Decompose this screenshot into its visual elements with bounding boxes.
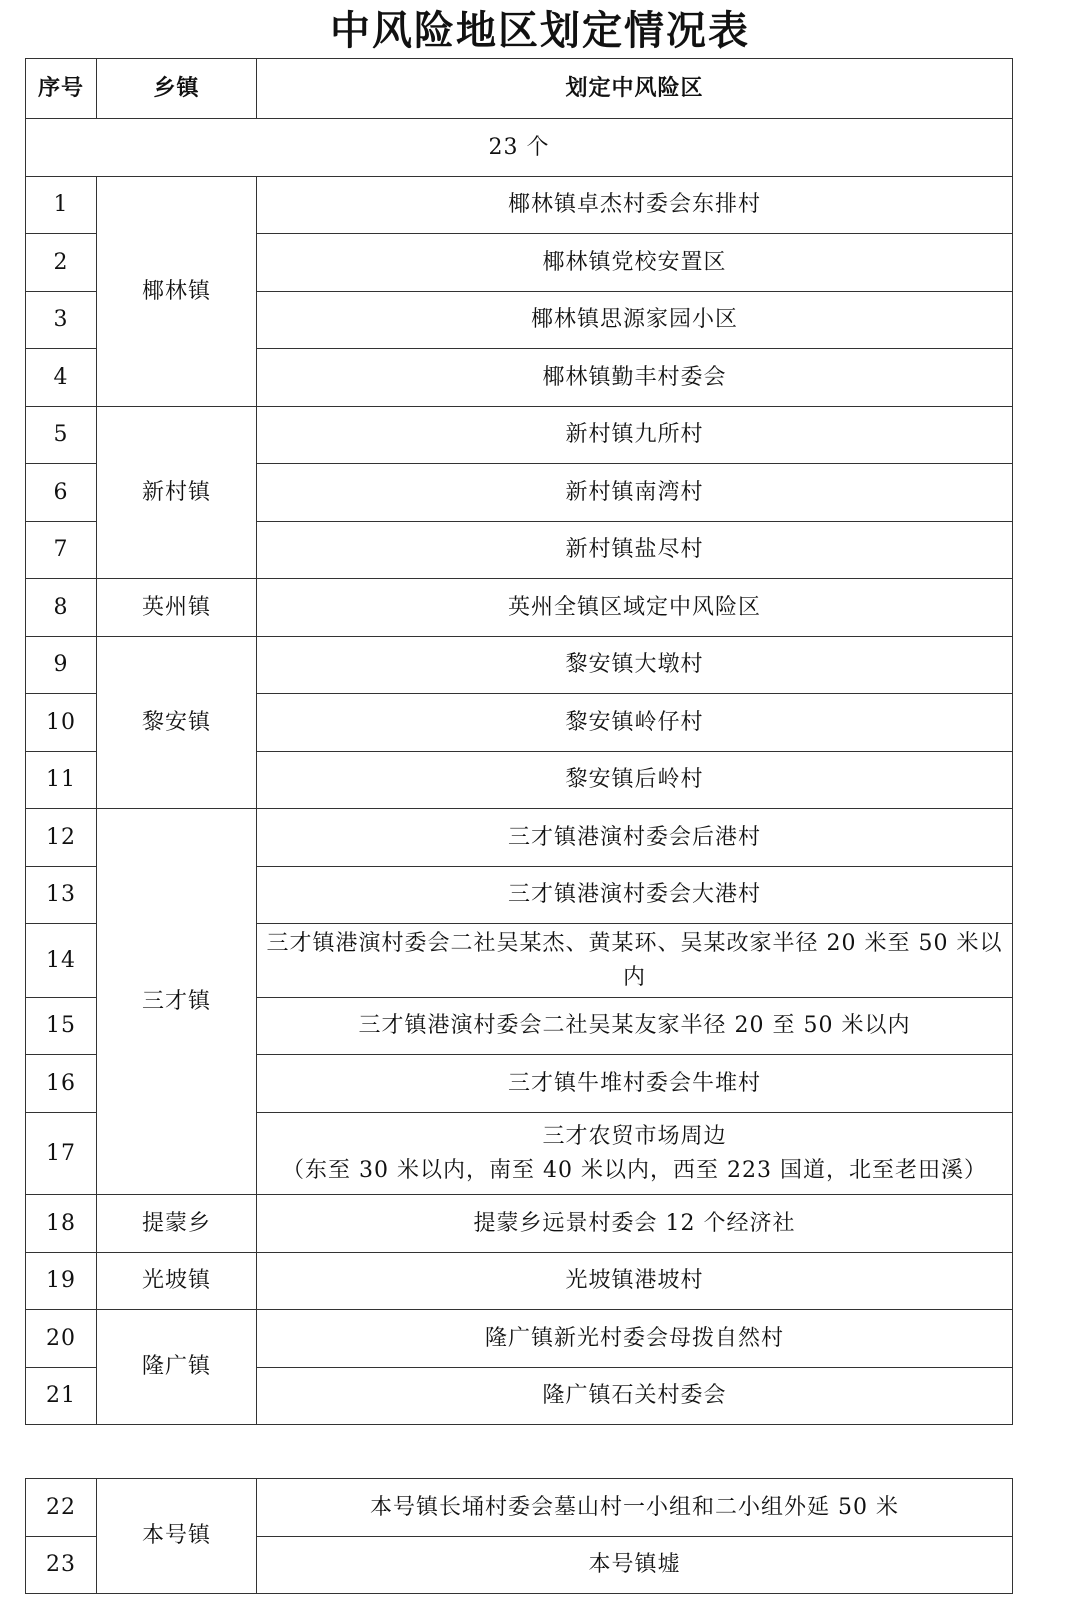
- table-row: [26, 1253, 1013, 1310]
- row-area: 椰林镇党校安置区: [257, 234, 1013, 292]
- row-seq: 14: [26, 924, 97, 998]
- town-cell: 黎安镇: [97, 637, 257, 809]
- row-area: 三才镇港演村委会后港村: [257, 809, 1013, 867]
- row-seq: 12: [26, 809, 97, 867]
- header-seq: 序号: [26, 59, 97, 119]
- row-area: 光坡镇港坡村: [257, 1253, 1013, 1310]
- row-seq: 18: [26, 1195, 97, 1253]
- row-area-line2: （东至 30 米以内，南至 40 米以内，西至 223 国道，北至老田溪）: [282, 1157, 987, 1183]
- row-seq: 8: [26, 579, 97, 637]
- town-cell: 三才镇: [97, 809, 257, 1195]
- row-seq: 21: [26, 1368, 97, 1425]
- row-area: 黎安镇岭仔村: [257, 694, 1013, 752]
- row-area: 三才镇港演村委会二社吴某友家半径 20 至 50 米以内: [257, 998, 1013, 1055]
- town-cell: 椰林镇: [97, 177, 257, 407]
- row-area: 三才镇港演村委会二社吴某杰、黄某环、吴某改家半径 20 米至 50 米以内: [257, 924, 1013, 998]
- row-area: 隆广镇石关村委会: [257, 1368, 1013, 1425]
- town-cell: 英州镇: [97, 579, 257, 637]
- row-area: 提蒙乡远景村委会 12 个经济社: [257, 1195, 1013, 1253]
- row-area: 三才镇港演村委会大港村: [257, 867, 1013, 924]
- row-seq: 13: [26, 867, 97, 924]
- table-row: [26, 407, 1013, 464]
- row-area: 椰林镇勤丰村委会: [257, 349, 1013, 407]
- row-area: 新村镇九所村: [257, 407, 1013, 464]
- table-header-row: [26, 59, 1013, 119]
- row-seq: 4: [26, 349, 97, 407]
- row-seq: 11: [26, 752, 97, 809]
- row-seq: 19: [26, 1253, 97, 1310]
- table-row: [26, 177, 1013, 234]
- table-row: [26, 579, 1013, 637]
- row-seq: 9: [26, 637, 97, 694]
- row-seq: 10: [26, 694, 97, 752]
- town-cell: 新村镇: [97, 407, 257, 579]
- town-cell: 提蒙乡: [97, 1195, 257, 1253]
- row-seq: 1: [26, 177, 97, 234]
- row-seq: 23: [26, 1537, 97, 1594]
- row-area: 黎安镇后岭村: [257, 752, 1013, 809]
- row-seq: 2: [26, 234, 97, 292]
- row-seq: 5: [26, 407, 97, 464]
- row-area: 隆广镇新光村委会母拨自然村: [257, 1310, 1013, 1368]
- row-area: 新村镇盐尽村: [257, 522, 1013, 579]
- row-area: 三才镇牛堆村委会牛堆村: [257, 1055, 1013, 1113]
- row-area: 本号镇墟: [257, 1537, 1013, 1594]
- risk-area-table-continued: [25, 1478, 1013, 1594]
- row-area: 新村镇南湾村: [257, 464, 1013, 522]
- row-area: 椰林镇卓杰村委会东排村: [257, 177, 1013, 234]
- header-town: 乡镇: [97, 59, 257, 119]
- table-row: [26, 1479, 1013, 1537]
- table-row: [26, 1195, 1013, 1253]
- row-area: [257, 1113, 1013, 1195]
- row-area: 英州全镇区域定中风险区: [257, 579, 1013, 637]
- row-seq: 20: [26, 1310, 97, 1368]
- row-seq: 22: [26, 1479, 97, 1537]
- row-area: 椰林镇思源家园小区: [257, 292, 1013, 349]
- row-seq: 3: [26, 292, 97, 349]
- header-area: 划定中风险区: [257, 59, 1013, 119]
- row-area: 本号镇长埇村委会墓山村一小组和二小组外延 50 米: [257, 1479, 1013, 1537]
- row-seq: 16: [26, 1055, 97, 1113]
- row-area: 黎安镇大墩村: [257, 637, 1013, 694]
- row-seq: 7: [26, 522, 97, 579]
- row-seq: 15: [26, 998, 97, 1055]
- risk-area-table: [25, 58, 1013, 1425]
- total-row: [26, 119, 1013, 177]
- town-cell: 本号镇: [97, 1479, 257, 1594]
- table-row: [26, 637, 1013, 694]
- row-area-line1: 三才农贸市场周边: [542, 1123, 727, 1149]
- table-row: [26, 1310, 1013, 1368]
- row-seq: 6: [26, 464, 97, 522]
- page-title: 中风险地区划定情况表: [330, 8, 750, 54]
- table-row: [26, 809, 1013, 867]
- total-count: 23 个: [26, 119, 1013, 177]
- town-cell: 光坡镇: [97, 1253, 257, 1310]
- town-cell: 隆广镇: [97, 1310, 257, 1425]
- row-seq: 17: [26, 1113, 97, 1195]
